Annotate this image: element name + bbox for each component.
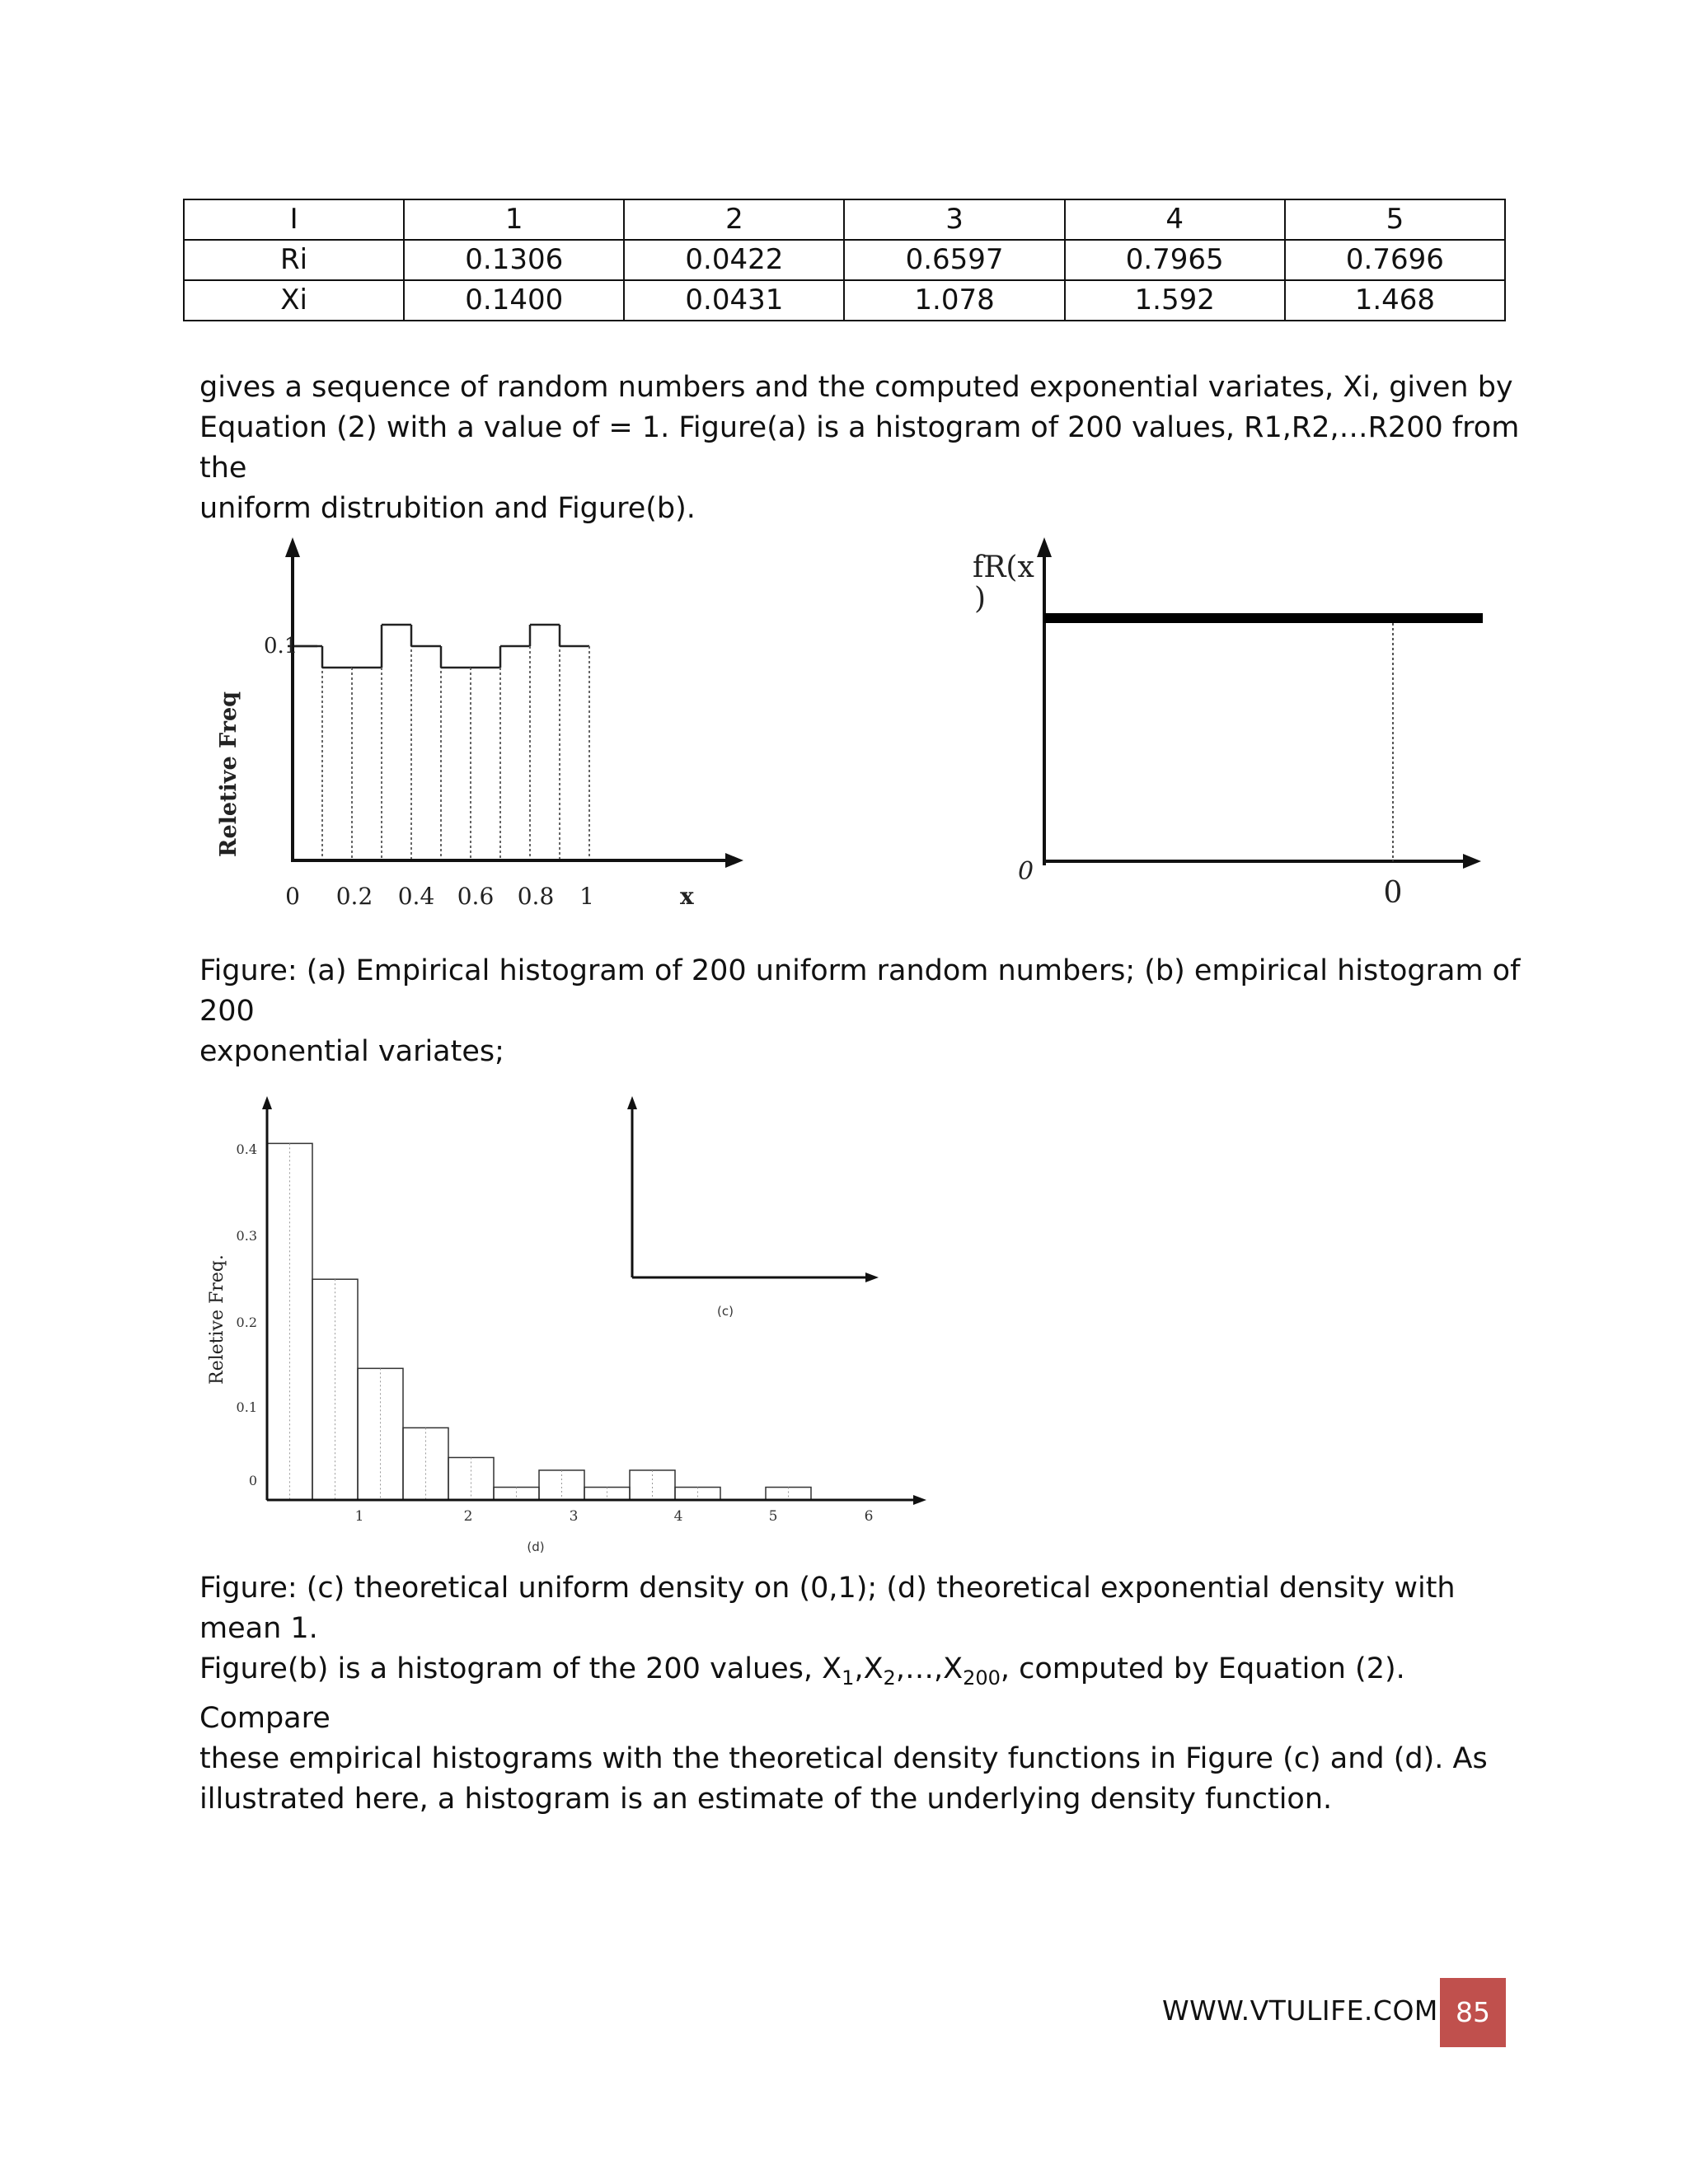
- figure-a-bars: [288, 625, 589, 860]
- figure-b-x-end-label: 0: [1383, 876, 1403, 910]
- figure-d-ylabel: Reletive Freq.: [207, 1254, 227, 1385]
- figure-b-ylabel: fR(x: [973, 551, 1034, 584]
- figure-a-ylabel: Reletive Freq: [216, 691, 241, 857]
- figure-a-xtick-label: 0: [285, 883, 300, 910]
- figure-b-y-arrow: [1037, 537, 1052, 557]
- data-table: [183, 199, 1506, 321]
- figure-d-y-arrow: [262, 1096, 272, 1109]
- caption-line: exponential variates;: [199, 1035, 504, 1068]
- closing-paragraph: [199, 1649, 1535, 1820]
- table-cell: 3: [844, 199, 1064, 240]
- paragraph-line: illustrated here, a histogram is an estimate of the underlying density function.: [199, 1783, 1333, 1816]
- figure-a-xtick-label: 1: [579, 883, 594, 910]
- figure-b-x-arrow: [1463, 854, 1481, 869]
- table-row: [184, 199, 1505, 240]
- figure-a-xtick-label: 0.4: [397, 883, 435, 910]
- table-cell: 1: [404, 199, 624, 240]
- table-cell: 4: [1065, 199, 1285, 240]
- figure-a-xlabel: x: [680, 883, 694, 910]
- figure-a-xtick-label: 0.6: [457, 883, 495, 910]
- table-row: [184, 280, 1505, 321]
- figure-a-histogram: [198, 527, 758, 923]
- figure-d-yticks: [237, 1141, 257, 1488]
- table-cell: 0.0431: [624, 280, 844, 321]
- table-cell: 0.1400: [404, 280, 624, 321]
- figure-c-caption: (c): [717, 1304, 734, 1319]
- figure-d-ytick-label: 0.1: [236, 1399, 257, 1415]
- table-cell: 1.078: [844, 280, 1064, 321]
- text-run: , computed by Equation (2). Compare: [199, 1652, 1405, 1735]
- text-run: Figure(b) is a histogram of the 200 values, X: [199, 1652, 842, 1685]
- table-cell: 0.7965: [1065, 240, 1285, 280]
- table-cell: 2: [624, 199, 844, 240]
- footer-site-link[interactable]: WWW.VTULIFE.COM: [1162, 1994, 1438, 2027]
- text-run: ,…,X: [895, 1652, 964, 1685]
- figure-a-x-arrow: [725, 853, 743, 868]
- figure-b-ylabel-paren: ): [974, 582, 987, 616]
- paragraph-line: gives a sequence of random numbers and the computed exponential variates, Xi, given by: [199, 371, 1513, 404]
- figure-d-xtick-label: 1: [354, 1508, 364, 1525]
- histogram-bar: [766, 1488, 811, 1500]
- figure-d-ytick-label: 0.2: [236, 1315, 257, 1330]
- figure-d-xtick-label: 3: [569, 1508, 579, 1525]
- paragraph-line: Equation (2) with a value of = 1. Figure(a) is a histogram of 200 values, R1,R2,…R200 from the: [199, 411, 1520, 485]
- table-row: [184, 240, 1505, 280]
- figure-d-xtick-label: 4: [673, 1508, 683, 1525]
- table-cell: 0.0422: [624, 240, 844, 280]
- figure-c-y-arrow: [627, 1096, 637, 1109]
- table-cell: 5: [1285, 199, 1505, 240]
- figure-d-ytick-label: 0.4: [236, 1141, 257, 1157]
- figure-a-xticks: [285, 883, 594, 910]
- histogram-bar: [494, 1488, 539, 1500]
- figure-d-xtick-label: 6: [864, 1508, 874, 1525]
- table-cell: 0.1306: [404, 240, 624, 280]
- table-cell: 0.6597: [844, 240, 1064, 280]
- table-cell: I: [184, 199, 404, 240]
- paragraph-line: [199, 1649, 1535, 1739]
- figure-c-x-arrow: [865, 1272, 879, 1282]
- table-cell: 0.7696: [1285, 240, 1505, 280]
- figure-caption-ab: [199, 951, 1535, 1072]
- figure-a-y-arrow: [285, 537, 300, 557]
- figure-a-ytick: 0.1: [264, 634, 298, 658]
- histogram-bar: [675, 1488, 720, 1500]
- subscript: 1: [842, 1666, 855, 1690]
- figure-a-xtick-label: 0.2: [335, 883, 373, 910]
- figure-caption-cd: [199, 1568, 1535, 1649]
- figure-a-xtick-label: 0.8: [517, 883, 555, 910]
- figure-d-xtick-label: 5: [768, 1508, 778, 1525]
- histogram-bar: [584, 1488, 630, 1500]
- figure-d-caption: (d): [527, 1540, 545, 1554]
- text-run: ,X: [854, 1652, 884, 1685]
- figure-d-x-arrow: [913, 1495, 926, 1505]
- paragraph-line: uniform distrubition and Figure(b).: [199, 492, 696, 525]
- figure-d-xticks: [355, 1508, 874, 1525]
- figure-b-density-level: [1044, 613, 1483, 623]
- histogram-bar: [403, 1427, 448, 1500]
- figure-d-ytick-label: 0.3: [236, 1228, 257, 1244]
- figure-d-ytick-label: 0: [248, 1473, 257, 1488]
- figure-d-xtick-label: 2: [463, 1508, 473, 1525]
- figure-b-density: [956, 527, 1484, 923]
- paragraph-line: these empirical histograms with the theoretical density functions in Figure (c) and (d). As: [199, 1742, 1488, 1775]
- table-cell: Xi: [184, 280, 404, 321]
- page-number-badge: 85: [1440, 1978, 1506, 2047]
- caption-line: Figure: (a) Empirical histogram of 200 uniform random numbers; (b) empirical histogram of 200: [199, 954, 1521, 1028]
- figure-b-origin-label: 0: [1018, 857, 1034, 886]
- table-cell: 1.592: [1065, 280, 1285, 321]
- table-cell: Ri: [184, 240, 404, 280]
- subscript: 2: [883, 1666, 896, 1690]
- caption-line: Figure: (c) theoretical uniform density on (0,1); (d) theoretical exponential density with mean 1.: [199, 1572, 1456, 1645]
- figure-c-density: [610, 1088, 882, 1335]
- subscript: 200: [963, 1666, 1001, 1690]
- intro-paragraph: [199, 368, 1535, 529]
- table-cell: 1.468: [1285, 280, 1505, 321]
